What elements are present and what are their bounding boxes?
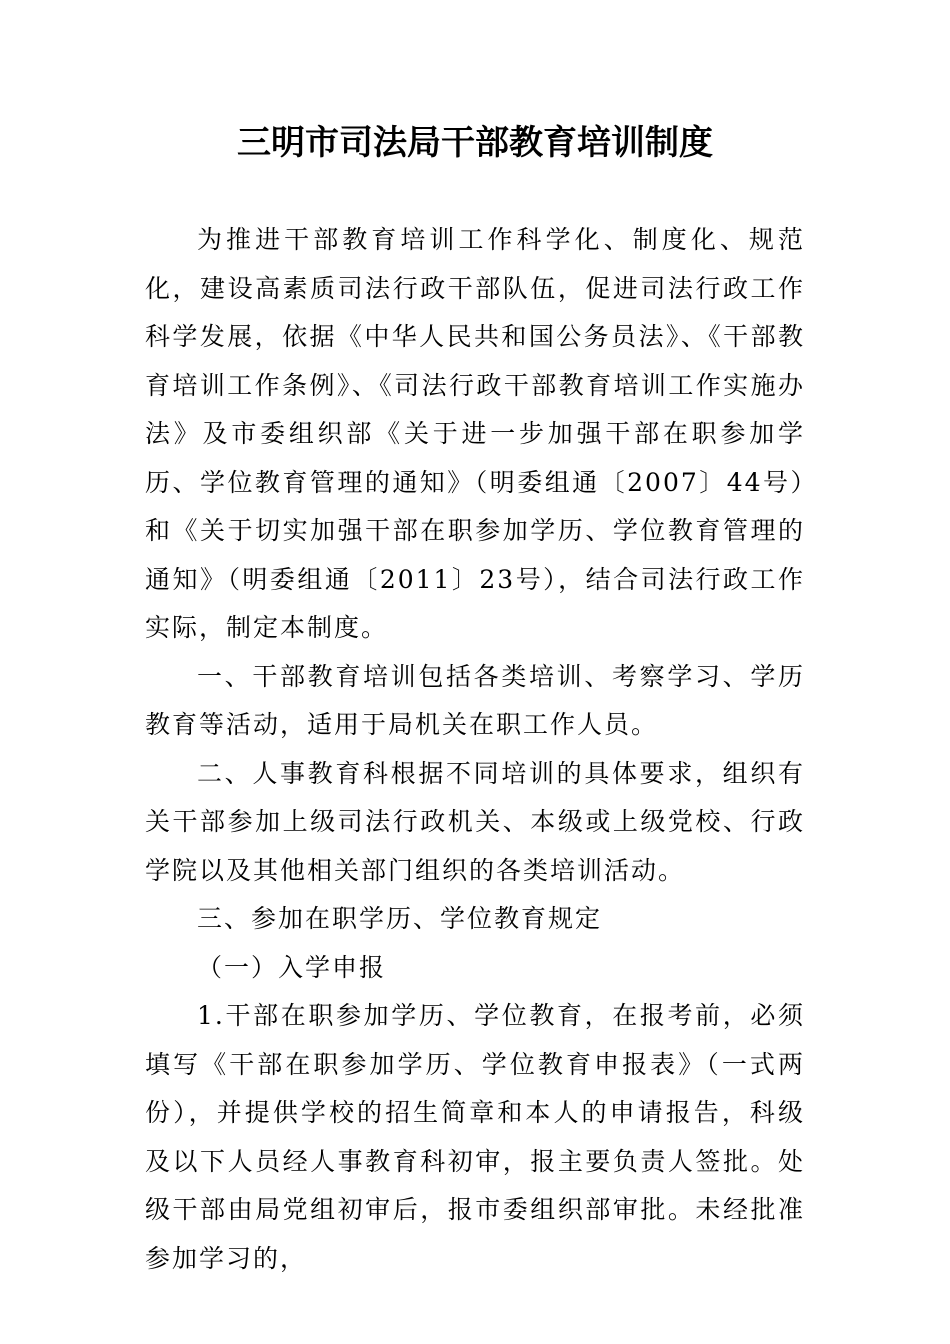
document-body [145,216,805,1283]
paragraph-article-1: 一、干部教育培训包括各类培训、考察学习、学历教育等活动，适用于局机关在职工作人员。 [145,661,805,739]
paragraph-item-1: 1.干部在职参加学历、学位教育，在报考前，必须填写《干部在职参加学历、学位教育申报表》（一式两份），并提供学校的招生简章和本人的申请报告，科级及以下人员经人事教育科初审，报主要负责人签批。处级干部由局党组初审后，报市委组织部审批。未经批准参加学习的， [145,1001,805,1273]
paragraph-article-3-heading: 三、参加在职学历、学位教育规定 [197,904,603,933]
paragraph-subsection-1-heading: （一）入学申报 [197,952,387,982]
document-title: 三明市司法局干部教育培训制度 [237,123,713,163]
paragraph-intro: 为推进干部教育培训工作科学化、制度化、规范化，建设高素质司法行政干部队伍，促进司法行政工作科学发展，依据《中华人民共和国公务员法》、《干部教育培训工作条例》、《司法行政干部教育培训工作实施办法》及市委组织部《关于进一步加强干部在职参加学历、学位教育管理的通知》（明委组通〔2007〕44号）和《关于切实加强干部在职参加学历、学位教育管理的通知》（明委组通〔2011〕23号），结合司法行政工作实际，制定本制度。 [145,225,805,642]
paragraph-article-2: 二、人事教育科根据不同培训的具体要求，组织有关干部参加上级司法行政机关、本级或上级党校、行政学院以及其他相关部门组织的各类培训活动。 [145,758,805,885]
